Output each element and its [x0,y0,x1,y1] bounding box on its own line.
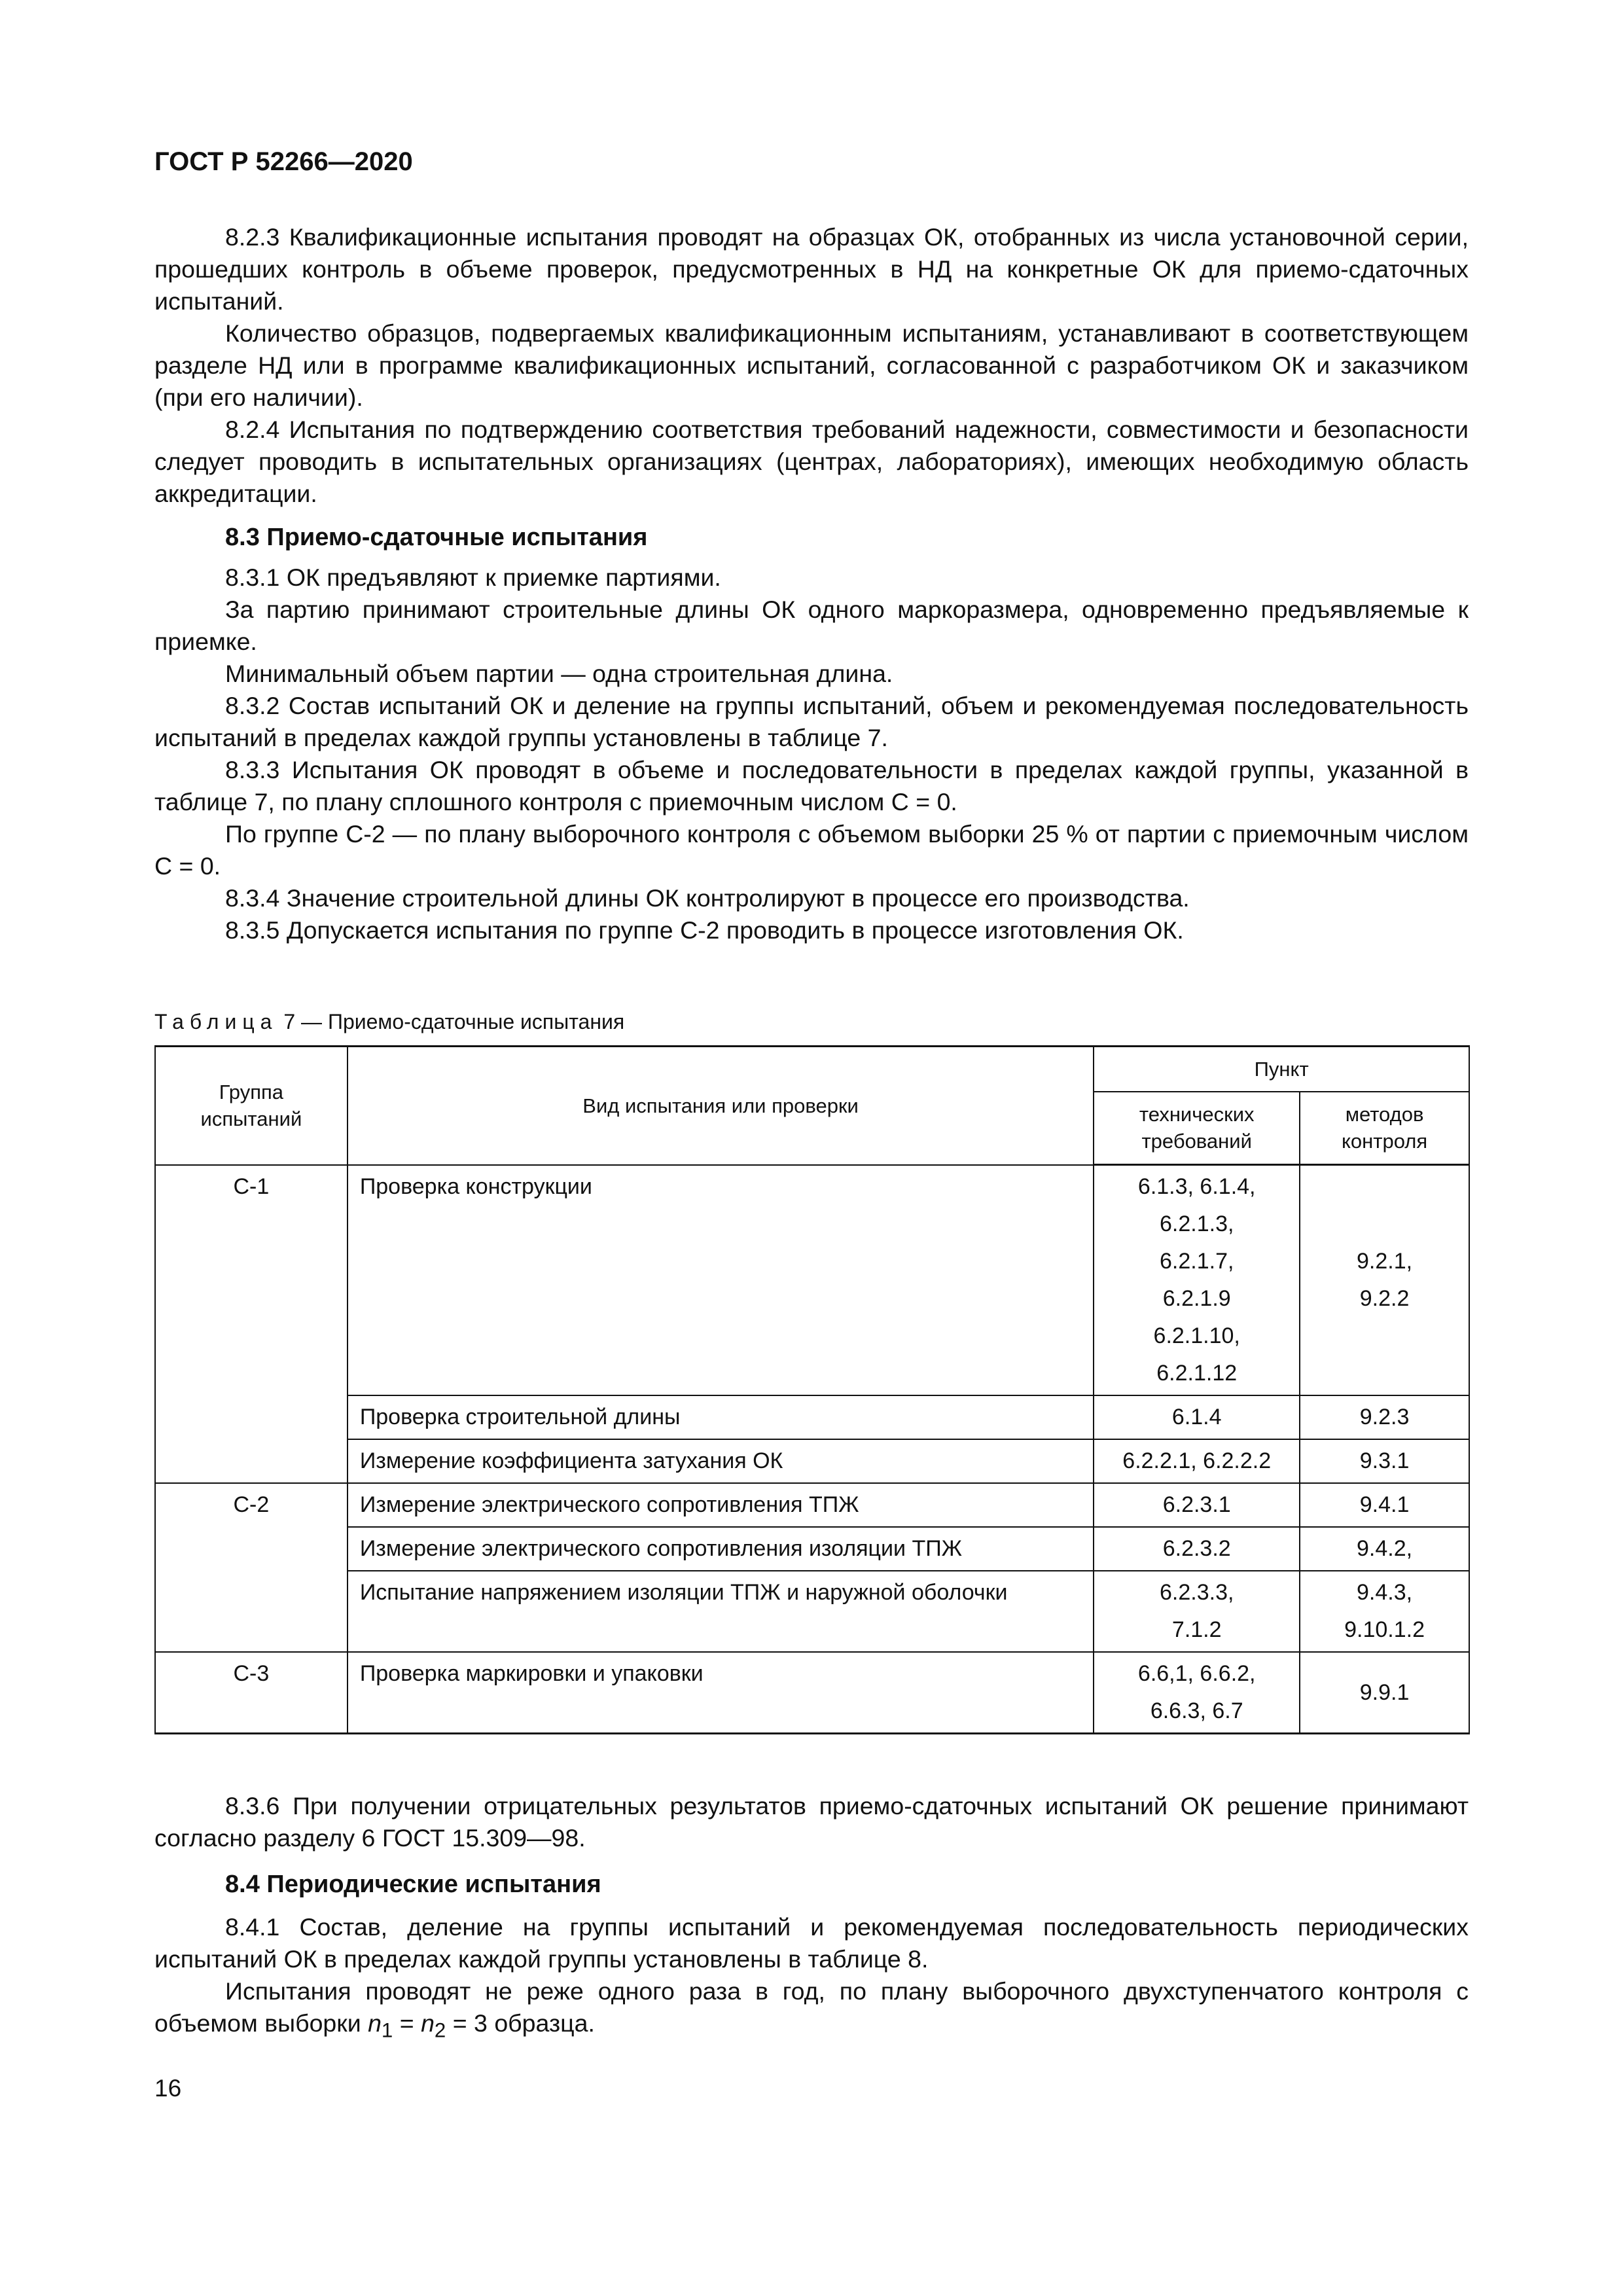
header-punkt: Пункт [1094,1047,1469,1092]
method-item: 9.2.1, [1357,1249,1413,1274]
tech-item: 6.2.1.7, [1160,1249,1234,1274]
tech-cell [1094,1165,1300,1396]
table-row [155,1527,1469,1571]
methods-cell: 9.2.3 [1300,1395,1469,1439]
methods-cell: 9.4.2, [1300,1527,1469,1571]
section-heading-8-3: 8.3 Приемо-сдаточные испытания [225,524,648,551]
tech-cell: 6.1.4 [1094,1395,1300,1439]
page-number: 16 [154,2075,182,2102]
paragraph-8-2-4: 8.2.4 Испытания по подтверждению соответствия требований надежности, совместимости и безопасности следует проводить в испытательных организациях (центрах, лабораториях), имеющих необходимую область аккредитации. [154,416,1469,507]
table-row [155,1439,1469,1483]
tech-item: 6.6.3, 6.7 [1150,1698,1243,1723]
tech-item: 6.2.1.9 [1162,1286,1231,1311]
table-row [155,1165,1469,1396]
kind-cell: Проверка маркировки и упаковки [348,1652,1094,1734]
paragraph-sample-count: Количество образцов, подвергаемых квалификационным испытаниям, устанавливают в соответствующем разделе НД или в программе квалификационных испытаний, согласованной с разработчиком ОК и заказчиком (при его наличии). [154,319,1469,411]
group-cell: С-3 [155,1652,348,1734]
paragraph-periodic-plan [154,1975,1469,2047]
tech-item: 6.2.3.3, [1160,1580,1234,1605]
kind-cell: Измерение электрического сопротивления изоляции ТПЖ [348,1527,1094,1571]
section-heading-8-4: 8.4 Периодические испытания [225,1871,601,1898]
paragraph-8-3-1: 8.3.1 ОК предъявляют к приемке партиями. [225,564,721,591]
tech-item: 6.1.3, 6.1.4, [1137,1174,1256,1199]
paragraph-8-3-2: 8.3.2 Состав испытаний ОК и деление на группы испытаний, объем и рекомендуемая последовательность испытаний в пределах каждой группы установлены в таблице 7. [154,692,1469,751]
kind-cell: Проверка строительной длины [348,1395,1094,1439]
table-row [155,1395,1469,1439]
tech-cell: 6.2.3.1 [1094,1483,1300,1527]
paragraph-batch: За партию принимают строительные длины ОК одного маркоразмера, одновременно предъявляемые к приемке. [154,596,1469,655]
tech-cell: 6.2.2.1, 6.2.2.2 [1094,1439,1300,1483]
table-caption-title: 7 — Приемо-сдаточные испытания [283,1010,625,1033]
methods-cell: 9.9.1 [1300,1652,1469,1734]
method-item: 9.10.1.2 [1344,1617,1425,1642]
tech-item: 6.2.1.3, [1160,1211,1234,1236]
methods-cell: 9.3.1 [1300,1439,1469,1483]
paragraph-8-2-3: 8.2.3 Квалификационные испытания проводят на образцах ОК, отобранных из числа установочной серии, прошедших контроль в объеме проверок, предусмотренных в НД на конкретные ОК для приемо-сдаточных испытаний. [154,223,1469,315]
kind-cell: Испытание напряжением изоляции ТПЖ и наружной оболочки [348,1571,1094,1652]
paragraph-8-3-3: 8.3.3 Испытания ОК проводят в объеме и последовательности в пределах каждой группы, указанной в таблице 7, по плану сплошного контроля с приемочным числом С = 0. [154,756,1469,816]
header-tech-requirements: технических требований [1094,1092,1300,1165]
methods-cell [1300,1571,1469,1652]
table-caption-word: Таблица [154,1010,278,1033]
text-block-bottom [154,1790,1469,2047]
header-kind: Вид испытания или проверки [348,1047,1094,1165]
method-item: 9.4.3, [1357,1580,1413,1605]
table-row [155,1571,1469,1652]
kind-cell: Измерение электрического сопротивления ТПЖ [348,1483,1094,1527]
header-control-methods: методов контроля [1300,1092,1469,1165]
tech-cell [1094,1652,1300,1734]
tech-item: 6.2.1.12 [1156,1361,1238,1386]
table-caption [154,1010,624,1034]
tech-item: 6.2.1.10, [1153,1323,1240,1348]
methods-cell [1300,1165,1469,1396]
tech-item: 6.6,1, 6.6.2, [1137,1661,1256,1686]
paragraph-group-c2: По группе С-2 — по плану выборочного контроля с объемом выборки 25 % от партии с приемочным числом С = 0. [154,820,1469,880]
paragraph-8-3-4: 8.3.4 Значение строительной длины ОК контролируют в процессе его производства. [225,884,1190,912]
group-cell: С-2 [155,1483,348,1652]
tech-item: 7.1.2 [1171,1617,1222,1642]
method-item: 9.2.2 [1359,1286,1410,1311]
plan-text: Испытания проводят не реже одного раза в год, по плану выборочного двухступенчатого контроля с объемом выборки [154,1977,1469,2037]
sample-symbol: n [368,2009,382,2037]
standard-header: ГОСТ Р 52266—2020 [154,147,413,176]
paragraph-8-3-6: 8.3.6 При получении отрицательных результатов приемо-сдаточных испытаний ОК решение принимают согласно разделу 6 ГОСТ 15.309—98. [154,1792,1469,1852]
methods-cell: 9.4.1 [1300,1483,1469,1527]
paragraph-8-4-1: 8.4.1 Состав, деление на группы испытаний и рекомендуемая последовательность периодических испытаний ОК в пределах каждой группы установлены в таблице 8. [154,1913,1469,1973]
sample-symbol: n [421,2009,435,2037]
table-row [155,1483,1469,1527]
tech-cell: 6.2.3.2 [1094,1527,1300,1571]
equals-sign: = [399,2009,414,2037]
table-row [155,1652,1469,1734]
plan-text-end: = 3 образца. [452,2009,595,2037]
text-block-top [154,221,1469,946]
tech-cell [1094,1571,1300,1652]
subscript-1: 1 [381,2018,393,2042]
kind-cell: Измерение коэффициента затухания ОК [348,1439,1094,1483]
paragraph-min-batch: Минимальный объем партии — одна строительная длина. [225,660,893,687]
header-group: Группа испытаний [155,1047,348,1165]
subscript-2: 2 [434,2018,446,2042]
paragraph-8-3-5: 8.3.5 Допускается испытания по группе С-2 проводить в процессе изготовления ОК. [225,916,1184,944]
kind-cell: Проверка конструкции [348,1165,1094,1396]
group-cell: С-1 [155,1165,348,1484]
acceptance-tests-table [154,1045,1470,1734]
